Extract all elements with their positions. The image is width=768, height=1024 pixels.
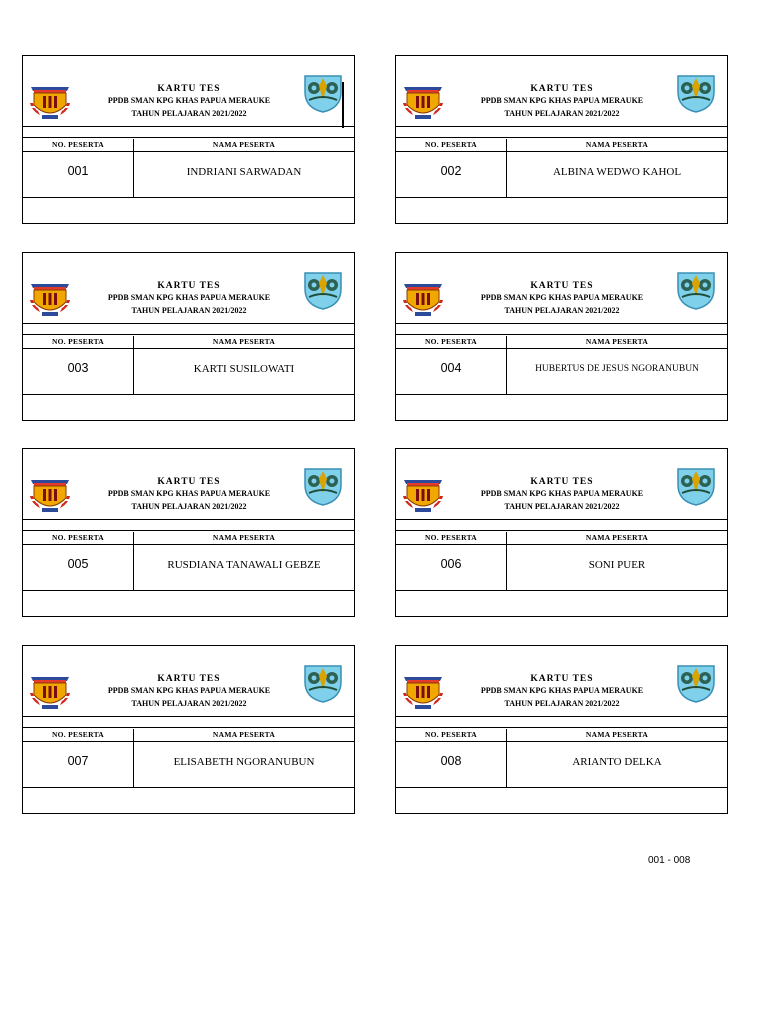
- column-header-no: NO. PESERTA: [424, 730, 478, 739]
- page-range-label: 001 - 008: [648, 855, 691, 866]
- column-header-name: NAMA PESERTA: [585, 140, 649, 149]
- rule: [23, 151, 354, 152]
- rule: [396, 530, 727, 531]
- participant-name: HUBERTUS DE JESUS NGORANUBUN: [535, 364, 699, 374]
- card-header: [396, 56, 727, 122]
- rule: [396, 151, 727, 152]
- test-card: [395, 252, 728, 421]
- participant-number: 005: [67, 557, 89, 571]
- rule: [23, 334, 354, 335]
- participant-number: 001: [67, 164, 89, 178]
- school-crest-icon: [401, 81, 445, 121]
- column-header-name: NAMA PESERTA: [212, 337, 276, 346]
- rule: [396, 727, 727, 728]
- column-header-name: NAMA PESERTA: [585, 337, 649, 346]
- school-name: PPDB SMAN KPG KHAS PAPUA MERAUKE: [107, 686, 271, 695]
- column-header-name: NAMA PESERTA: [585, 533, 649, 542]
- participant-name: INDRIANI SARWADAN: [186, 166, 302, 178]
- rule: [23, 126, 354, 127]
- rule: [23, 348, 354, 349]
- card-title: KARTU TES: [530, 477, 594, 487]
- academic-year: TAHUN PELAJARAN 2021/2022: [131, 502, 247, 511]
- column-header-no: NO. PESERTA: [424, 533, 478, 542]
- rule: [396, 126, 727, 127]
- rule: [396, 137, 727, 138]
- regency-emblem-icon: [674, 463, 718, 507]
- rule: [396, 716, 727, 717]
- card-header: [23, 646, 354, 712]
- card-title: KARTU TES: [530, 281, 594, 291]
- participant-name: ARIANTO DELKA: [572, 756, 662, 768]
- regency-emblem-icon: [674, 70, 718, 114]
- column-header-no: NO. PESERTA: [424, 140, 478, 149]
- rule: [23, 787, 354, 788]
- rule: [396, 544, 727, 545]
- column-header-no: NO. PESERTA: [51, 140, 105, 149]
- rule: [396, 741, 727, 742]
- school-crest-icon: [401, 671, 445, 711]
- column-header-no: NO. PESERTA: [51, 533, 105, 542]
- school-crest-icon: [401, 474, 445, 514]
- rule: [396, 590, 727, 591]
- school-name: PPDB SMAN KPG KHAS PAPUA MERAUKE: [480, 489, 644, 498]
- card-header: [23, 253, 354, 319]
- test-card: [22, 448, 355, 617]
- rule: [23, 137, 354, 138]
- academic-year: TAHUN PELAJARAN 2021/2022: [504, 699, 620, 708]
- school-name: PPDB SMAN KPG KHAS PAPUA MERAUKE: [480, 96, 644, 105]
- rule: [23, 741, 354, 742]
- column-header-name: NAMA PESERTA: [212, 730, 276, 739]
- test-card: [22, 55, 355, 224]
- column-header-no: NO. PESERTA: [51, 730, 105, 739]
- participant-name: KARTI SUSILOWATI: [193, 363, 295, 375]
- column-header-no: NO. PESERTA: [51, 337, 105, 346]
- participant-name: SONI PUER: [588, 559, 646, 571]
- regency-emblem-icon: [301, 267, 345, 311]
- academic-year: TAHUN PELAJARAN 2021/2022: [504, 502, 620, 511]
- rule: [23, 519, 354, 520]
- test-card: [395, 645, 728, 814]
- school-name: PPDB SMAN KPG KHAS PAPUA MERAUKE: [107, 489, 271, 498]
- card-title: KARTU TES: [157, 84, 221, 94]
- column-header-no: NO. PESERTA: [424, 337, 478, 346]
- card-title: KARTU TES: [157, 477, 221, 487]
- regency-emblem-icon: [674, 660, 718, 704]
- academic-year: TAHUN PELAJARAN 2021/2022: [504, 109, 620, 118]
- rule: [23, 197, 354, 198]
- academic-year: TAHUN PELAJARAN 2021/2022: [131, 306, 247, 315]
- test-card: [22, 645, 355, 814]
- participant-name: ELISABETH NGORANUBUN: [173, 756, 315, 768]
- card-title: KARTU TES: [157, 281, 221, 291]
- card-header: [23, 449, 354, 515]
- test-card: [395, 55, 728, 224]
- rule: [23, 727, 354, 728]
- rule: [396, 394, 727, 395]
- column-header-name: NAMA PESERTA: [212, 533, 276, 542]
- rule: [396, 197, 727, 198]
- regency-emblem-icon: [301, 660, 345, 704]
- participant-number: 004: [440, 361, 462, 375]
- card-header: [396, 646, 727, 712]
- rule: [23, 530, 354, 531]
- school-crest-icon: [401, 278, 445, 318]
- test-card: [395, 448, 728, 617]
- rule: [23, 716, 354, 717]
- school-crest-icon: [28, 278, 72, 318]
- card-title: KARTU TES: [530, 84, 594, 94]
- participant-name: ALBINA WEDWO KAHOL: [552, 166, 682, 178]
- rule: [396, 323, 727, 324]
- regency-emblem-icon: [674, 267, 718, 311]
- academic-year: TAHUN PELAJARAN 2021/2022: [131, 699, 247, 708]
- rule: [23, 544, 354, 545]
- participant-number: 008: [440, 754, 462, 768]
- participant-name: RUSDIANA TANAWALI GEBZE: [167, 559, 321, 571]
- school-name: PPDB SMAN KPG KHAS PAPUA MERAUKE: [107, 293, 271, 302]
- rule: [23, 394, 354, 395]
- header-divider: [342, 82, 344, 128]
- card-header: [23, 56, 354, 122]
- regency-emblem-icon: [301, 463, 345, 507]
- school-crest-icon: [28, 671, 72, 711]
- participant-number: 007: [67, 754, 89, 768]
- rule: [396, 334, 727, 335]
- card-title: KARTU TES: [530, 674, 594, 684]
- participant-number: 003: [67, 361, 89, 375]
- column-header-name: NAMA PESERTA: [212, 140, 276, 149]
- academic-year: TAHUN PELAJARAN 2021/2022: [131, 109, 247, 118]
- rule: [23, 590, 354, 591]
- participant-number: 006: [440, 557, 462, 571]
- participant-number: 002: [440, 164, 462, 178]
- rule: [23, 323, 354, 324]
- school-crest-icon: [28, 81, 72, 121]
- regency-emblem-icon: [301, 70, 345, 114]
- school-name: PPDB SMAN KPG KHAS PAPUA MERAUKE: [480, 686, 644, 695]
- test-card: [22, 252, 355, 421]
- rule: [396, 787, 727, 788]
- card-header: [396, 449, 727, 515]
- rule: [396, 348, 727, 349]
- school-name: PPDB SMAN KPG KHAS PAPUA MERAUKE: [480, 293, 644, 302]
- column-header-name: NAMA PESERTA: [585, 730, 649, 739]
- school-name: PPDB SMAN KPG KHAS PAPUA MERAUKE: [107, 96, 271, 105]
- rule: [396, 519, 727, 520]
- academic-year: TAHUN PELAJARAN 2021/2022: [504, 306, 620, 315]
- card-header: [396, 253, 727, 319]
- school-crest-icon: [28, 474, 72, 514]
- card-title: KARTU TES: [157, 674, 221, 684]
